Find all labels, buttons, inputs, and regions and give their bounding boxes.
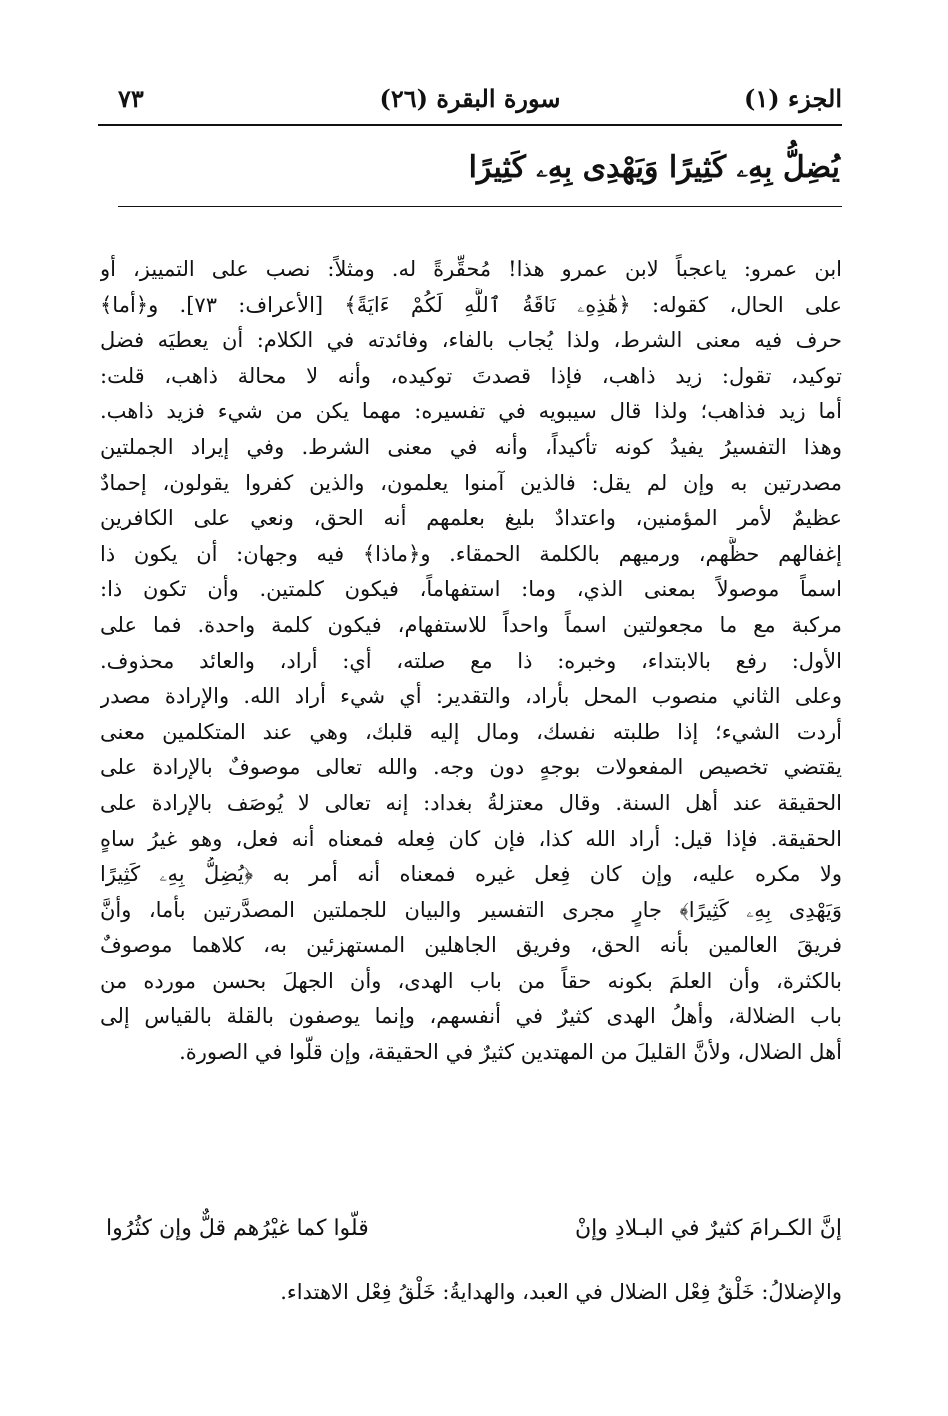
text-line: أما زيد فذاهب؛ ولذا قال سيبويه في تفسيره: مهما يكن من شيء فزيد ذاهب. [100, 399, 842, 424]
poetry-first-hemistich: إنَّ الكـرامَ كثيرٌ في البـلادِ وإنْ [575, 1216, 842, 1241]
quranic-verse-heading: يُضِلُّ بِهِۦ كَثِيرًا وَيَهْدِى بِهِۦ كَثِيرًا [468, 150, 840, 185]
verse-divider [118, 206, 842, 207]
text-line: إغفالهم حظَّهم، ورميهم بالكلمة الحمقاء. و﴿ماذا﴾ فيه وجهان: أن يكون ذا [100, 541, 842, 566]
text-line: عظيمٌ لأمر المؤمنين، واعتدادٌ بليغ بعلمهم أنه الحق، ونعي على الكافرين [100, 506, 842, 531]
header-divider [98, 124, 842, 126]
text-line: فريقَ العالمين بأنه الحق، وفريق الجاهلين المستهزئين به، كلاهما موصوفٌ [100, 933, 842, 958]
surah-title: سورة البقرة (٢٦) [379, 84, 561, 113]
page-header [98, 80, 842, 116]
text-line: اسماً موصولاً بمعنى الذي، وما: استفهاماً، فيكون كلمتين. وأن تكون ذا: [100, 577, 842, 602]
text-line: وهذا التفسيرُ يفيدُ كونه تأكيداً، وأنه في معنى الشرط. وفي إيراد الجملتين [100, 434, 842, 459]
page-number: ٧٣ [118, 84, 144, 113]
text-line: باب الضلالة، وأهلُ الهدى كثيرٌ في أنفسهم، وإنما يوصفون بالقلة بالقياس إلى [100, 1004, 842, 1029]
text-line: الحقيقة. فإذا قيل: أراد الله كذا، فإن كان فِعله فمعناه أنه فعل، وهو غيرُ ساهٍ [100, 826, 842, 851]
poetry-second-hemistich: قلّوا كما غيْرُهم قلٌّ وإن كثُرُوا [106, 1216, 369, 1241]
text-line: مصدرتين به وإن لم يقل: فالذين آمنوا يعلمون، والذين كفروا يقولون، إحمادٌ [100, 470, 842, 495]
text-line: على الحال، كقوله: ﴿هَٰذِهِۦ نَاقَةُ ٱللَّهِ لَكُمْ ءَايَةً﴾ [الأعراف: ٧٣]. و﴿أما﴾ [100, 292, 842, 317]
text-line: أردت الشيء؛ إذا طلبته نفسك، ومال إليه قلبك، وهي عند المتكلمين معنى [100, 719, 842, 744]
text-line: أهل الضلال، ولأنَّ القليلَ من المهتدين كثيرٌ في الحقيقة، وإن قلّوا في الصورة. [179, 1040, 842, 1065]
text-line: ابن عمرو: ياعجباً لابن عمرو هذا! مُحقِّرةً له. ومثلاً: نصب على التمييز، أو [100, 257, 842, 281]
text-line: الأول: رفع بالابتداء، وخبره: ذا مع صلته، أي: أراد، والعائد محذوف. [100, 648, 842, 673]
text-line: بالكثرة، وأن العلمَ بكونه حقاً من باب الهدى، وأن الجهلَ بحسن مورده من [100, 968, 842, 993]
text-line: مركبة مع ما مجعولتين اسماً واحداً للاستفهام، فيكون كلمة واحدة. فما على [100, 612, 842, 637]
text-line: الحقيقة عند أهل السنة. وقال معتزلةُ بغداد: إنه تعالى لا يُوصَف بالإرادة على [100, 790, 842, 815]
text-line: ولا مكره عليه، وإن كان فِعل غيره فمعناه أنه أمر به ﴿يُضِلُّ بِهِۦ كَثِيرًا [100, 862, 842, 887]
text-line: وعلى الثاني منصوب المحل بأراد، والتقدير: أي شيء أراد الله. والإرادة مصدر [100, 684, 842, 709]
poetry-verse [100, 1216, 842, 1256]
text-line: حرف فيه معنى الشرط، ولذا يُجاب بالفاء، وفائدته في الكلام: أن يعطيَه فضل [100, 328, 842, 353]
text-line: يقتضي تخصيص المفعولات بوجهٍ دون وجه. والله تعالى موصوفٌ بالإرادة على [100, 755, 842, 780]
closing-line: والإضلالُ: خَلْقُ فِعْل الضلال في العبد، والهدايةُ: خَلْقُ فِعْل الاهتداء. [280, 1280, 842, 1304]
commentary-body [100, 252, 842, 1071]
juz-label: الجزء (١) [744, 84, 842, 113]
text-line: توكيد، تقول: زيد ذاهب، فإذا قصدتَ توكيده، وأنه لا محالة ذاهب، قلت: [100, 363, 842, 388]
text-line: وَيَهْدِى بِهِۦ كَثِيرًا﴾ جارٍ مجرى التفسير والبيان للجملتين المصدَّرتين بأما، وأنَّ [100, 897, 842, 922]
